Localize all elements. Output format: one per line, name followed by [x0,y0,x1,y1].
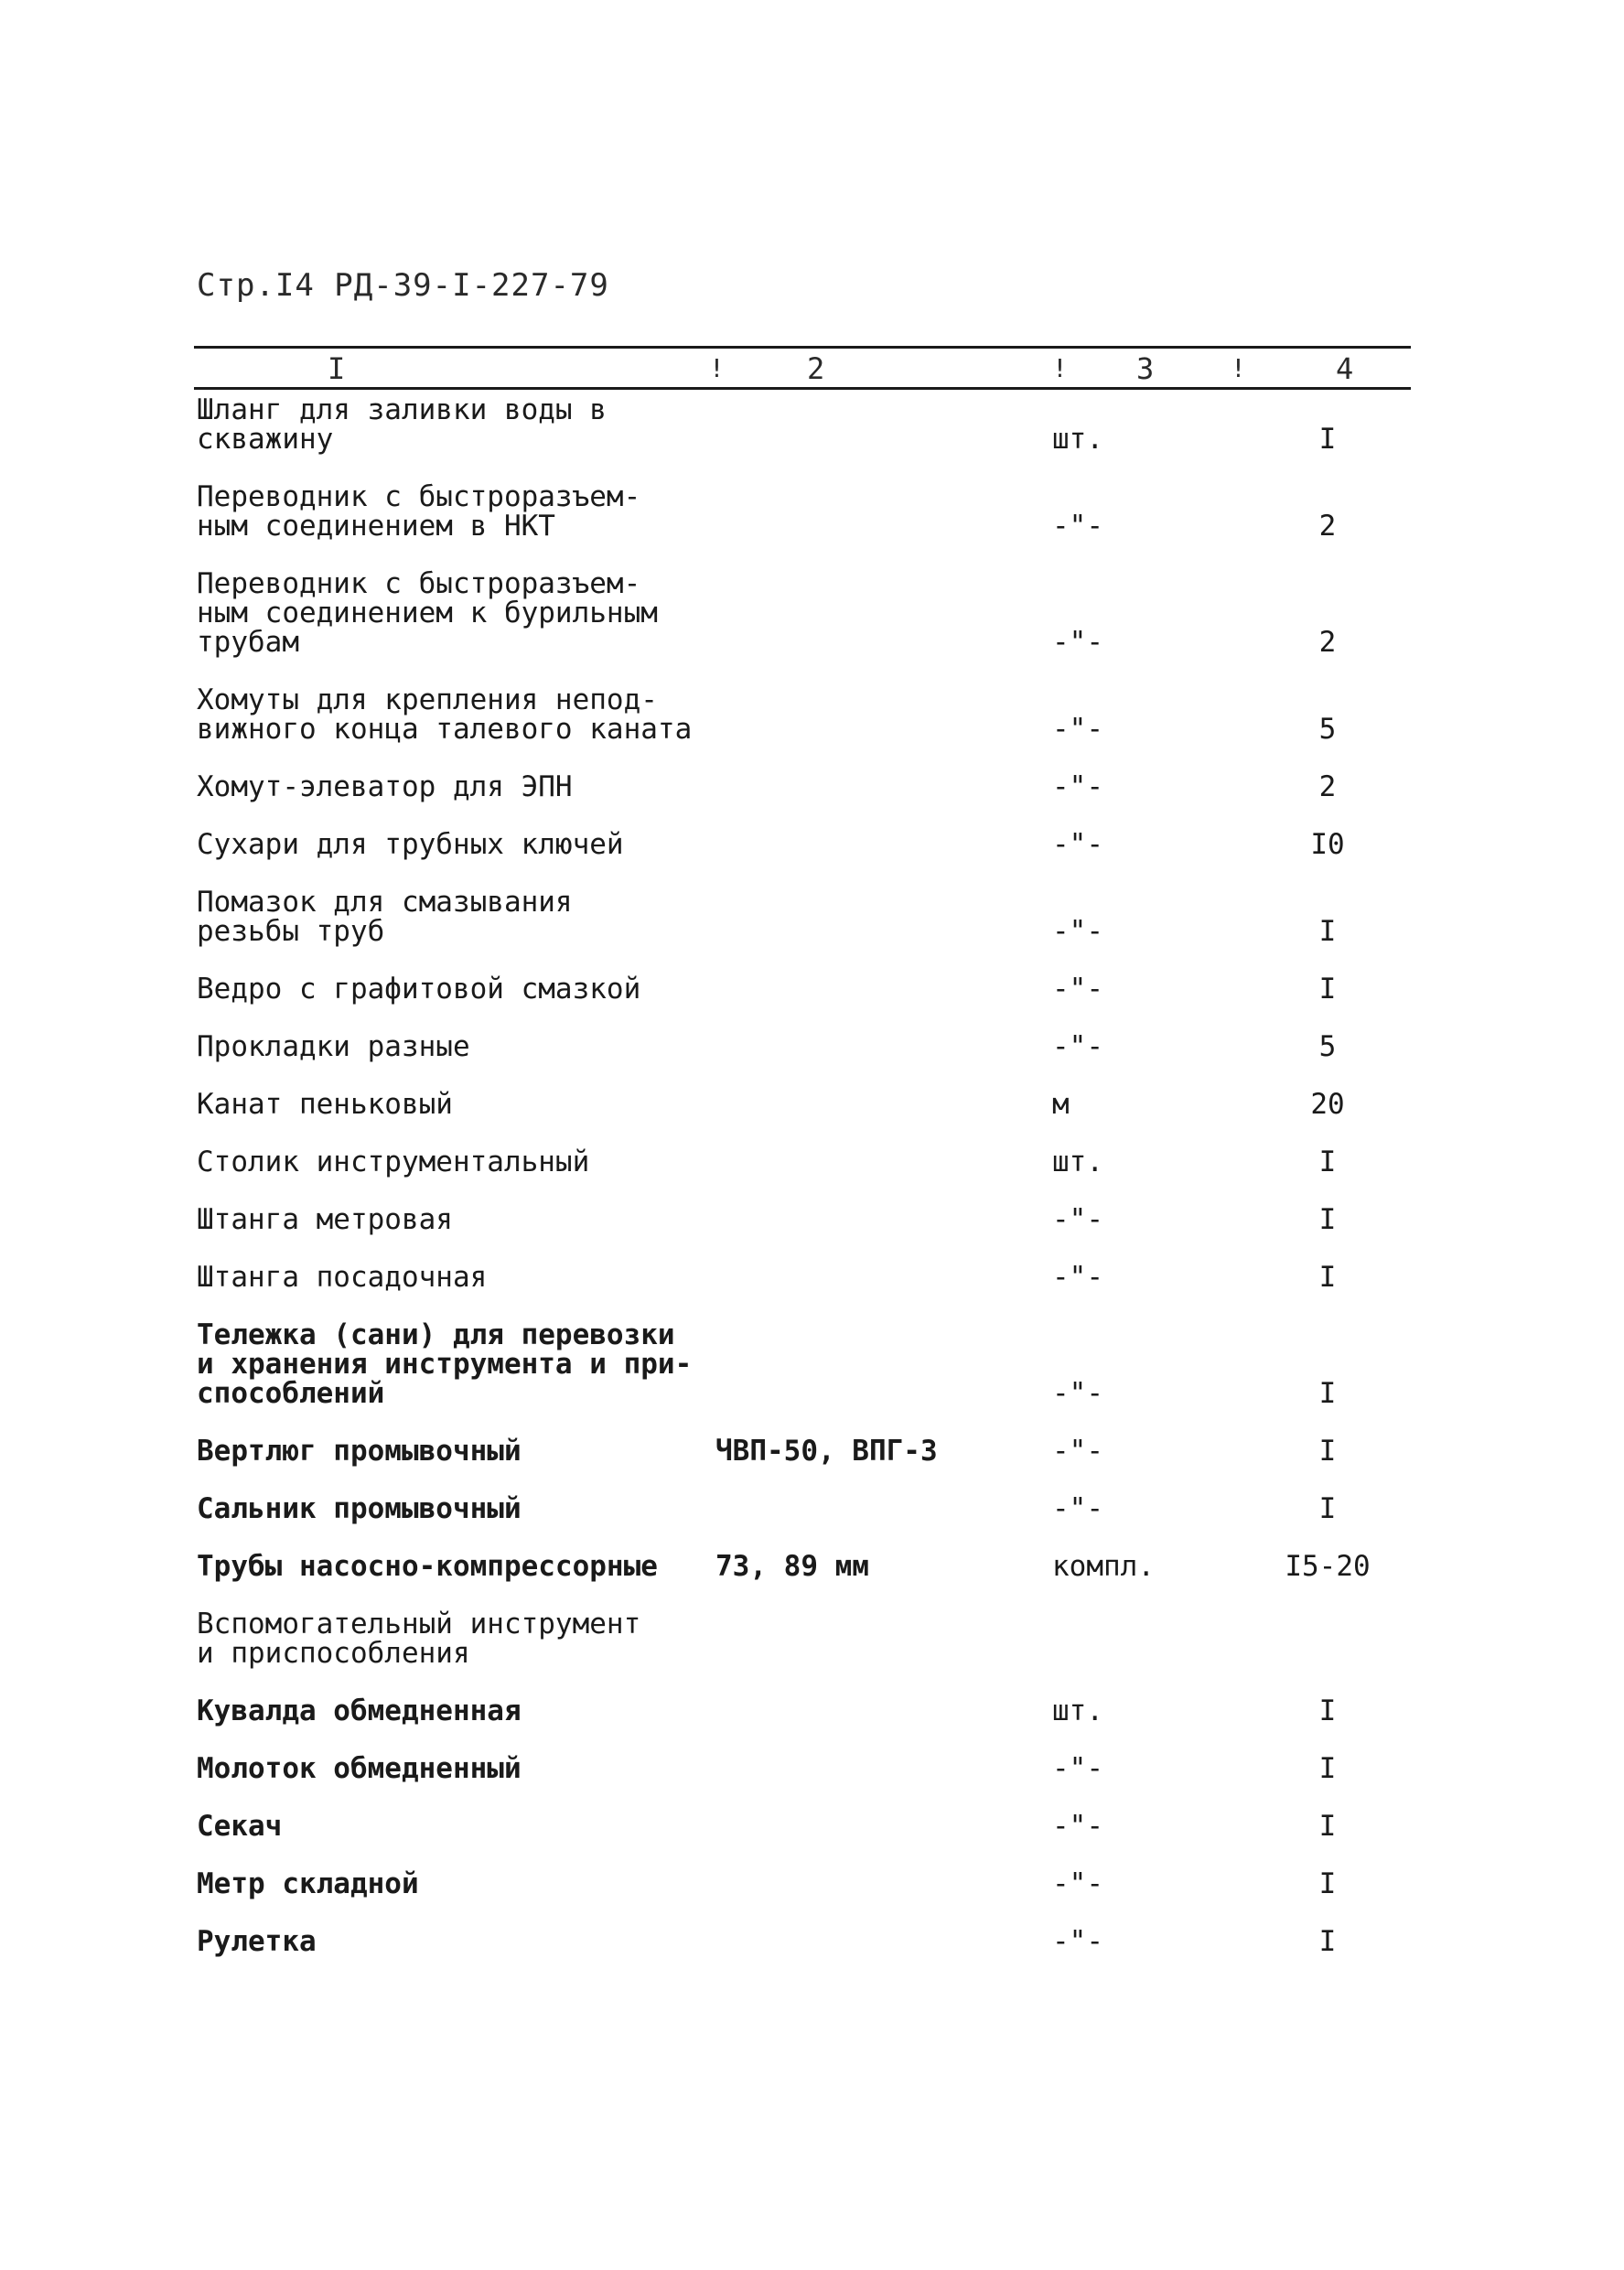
item-quantity: 20 [1310,1088,1345,1121]
table-row [0,1754,1624,1783]
item-unit: -"- [1052,1203,1103,1236]
item-unit: -"- [1052,713,1103,746]
item-unit: шт. [1052,423,1103,456]
item-unit: -"- [1052,1377,1103,1410]
table-row [0,1609,1624,1668]
item-name: Сальник промывочный [197,1492,522,1525]
column-header-row [0,352,1624,385]
table-row [0,772,1624,801]
item-quantity: I [1318,1810,1337,1843]
item-unit: -"- [1052,973,1103,1006]
item-quantity: I5-20 [1285,1550,1371,1583]
item-quantity: I [1318,973,1337,1006]
column-header-4: 4 [1336,351,1354,386]
item-name: Кувалда обмедненная [197,1694,522,1727]
item-name: Переводник с быстроразъем- ным соединением к бурильным трубам [197,567,658,659]
item-name: Ведро с графитовой смазкой [197,973,641,1006]
item-unit: -"- [1052,1810,1103,1843]
column-separator-1: ! [709,353,725,383]
item-quantity: I [1318,1435,1337,1468]
item-quantity: I [1318,1694,1337,1727]
item-quantity: I [1318,1492,1337,1525]
item-quantity: 2 [1318,770,1337,803]
table-row [0,1869,1624,1899]
item-name: Штанга посадочная [197,1261,488,1294]
item-unit: -"- [1052,1261,1103,1294]
table-row [0,1032,1624,1061]
item-quantity: I [1318,1867,1337,1900]
item-unit: -"- [1052,510,1103,543]
item-unit: м [1052,1088,1070,1121]
table-row [0,1320,1624,1408]
item-unit: шт. [1052,1694,1103,1727]
item-unit: -"- [1052,828,1103,861]
item-quantity: 2 [1318,626,1337,659]
item-quantity: I [1318,915,1337,948]
item-name: Столик инструментальный [197,1146,590,1178]
item-name: Секач [197,1810,283,1843]
table-row [0,1696,1624,1726]
item-name: Рулетка [197,1925,317,1958]
item-quantity: I [1318,1203,1337,1236]
item-quantity: I [1318,1752,1337,1785]
item-quantity: 5 [1318,713,1337,746]
item-name: Штанга метровая [197,1203,453,1236]
item-unit: -"- [1052,915,1103,948]
item-name: Трубы насосно-компрессорные [197,1550,658,1583]
column-header-2: 2 [807,351,825,386]
item-name: Помазок для смазывания резьбы труб [197,886,573,948]
item-unit: -"- [1052,626,1103,659]
item-quantity: I [1318,1925,1337,1958]
page-header: Стр.I4 РД-39-I-227-79 [197,267,609,304]
table-row [0,685,1624,744]
item-spec: ЧВП-50, ВПГ-3 [715,1435,938,1468]
table-row [0,1090,1624,1119]
column-header-3: 3 [1136,351,1155,386]
equipment-table [0,395,1624,1985]
table-row [0,395,1624,454]
table-row [0,830,1624,859]
item-name: Канат пеньковый [197,1088,453,1121]
column-separator-2: ! [1052,353,1068,383]
item-name: Тележка (сани) для перевозки и хранения инструмента и при- способлений [197,1318,693,1410]
column-header-1: I [328,351,346,386]
table-row [0,1205,1624,1234]
table-top-rule [194,346,1411,349]
item-name: Вертлюг промывочный [197,1435,522,1468]
column-separator-3: ! [1231,353,1246,383]
item-unit: -"- [1052,1030,1103,1063]
table-row [0,1263,1624,1292]
item-unit: -"- [1052,1435,1103,1468]
table-row [0,482,1624,541]
table-row [0,1927,1624,1956]
item-unit: -"- [1052,1752,1103,1785]
table-row [0,1147,1624,1177]
item-spec: 73, 89 мм [715,1550,869,1583]
item-unit: -"- [1052,770,1103,803]
item-quantity: 5 [1318,1030,1337,1063]
item-unit: -"- [1052,1492,1103,1525]
item-quantity: I [1318,423,1337,456]
table-row [0,888,1624,946]
item-quantity: 2 [1318,510,1337,543]
table-row [0,974,1624,1004]
item-name: Шланг для заливки воды в скважину [197,393,607,456]
item-quantity: I [1318,1146,1337,1178]
table-row [0,569,1624,657]
table-row [0,1494,1624,1523]
table-row [0,1552,1624,1581]
item-name: Хомут-элеватор для ЭПН [197,770,573,803]
item-unit: -"- [1052,1925,1103,1958]
item-unit: -"- [1052,1867,1103,1900]
item-name: Переводник с быстроразъем- ным соединением в НКТ [197,480,641,543]
item-quantity: I [1318,1261,1337,1294]
item-name: Сухари для трубных ключей [197,828,624,861]
table-row [0,1812,1624,1841]
table-row [0,1436,1624,1466]
item-unit: шт. [1052,1146,1103,1178]
item-name: Метр складной [197,1867,419,1900]
item-name: Хомуты для крепления непод- вижного конца талевого каната [197,683,693,746]
item-quantity: I [1318,1377,1337,1410]
item-name: Молоток обмедненный [197,1752,522,1785]
table-header-rule [194,387,1411,390]
item-unit: компл. [1052,1550,1155,1583]
item-name: Прокладки разные [197,1030,470,1063]
item-quantity: I0 [1310,828,1345,861]
item-name: Вспомогательный инструмент и приспособления [197,1608,641,1670]
